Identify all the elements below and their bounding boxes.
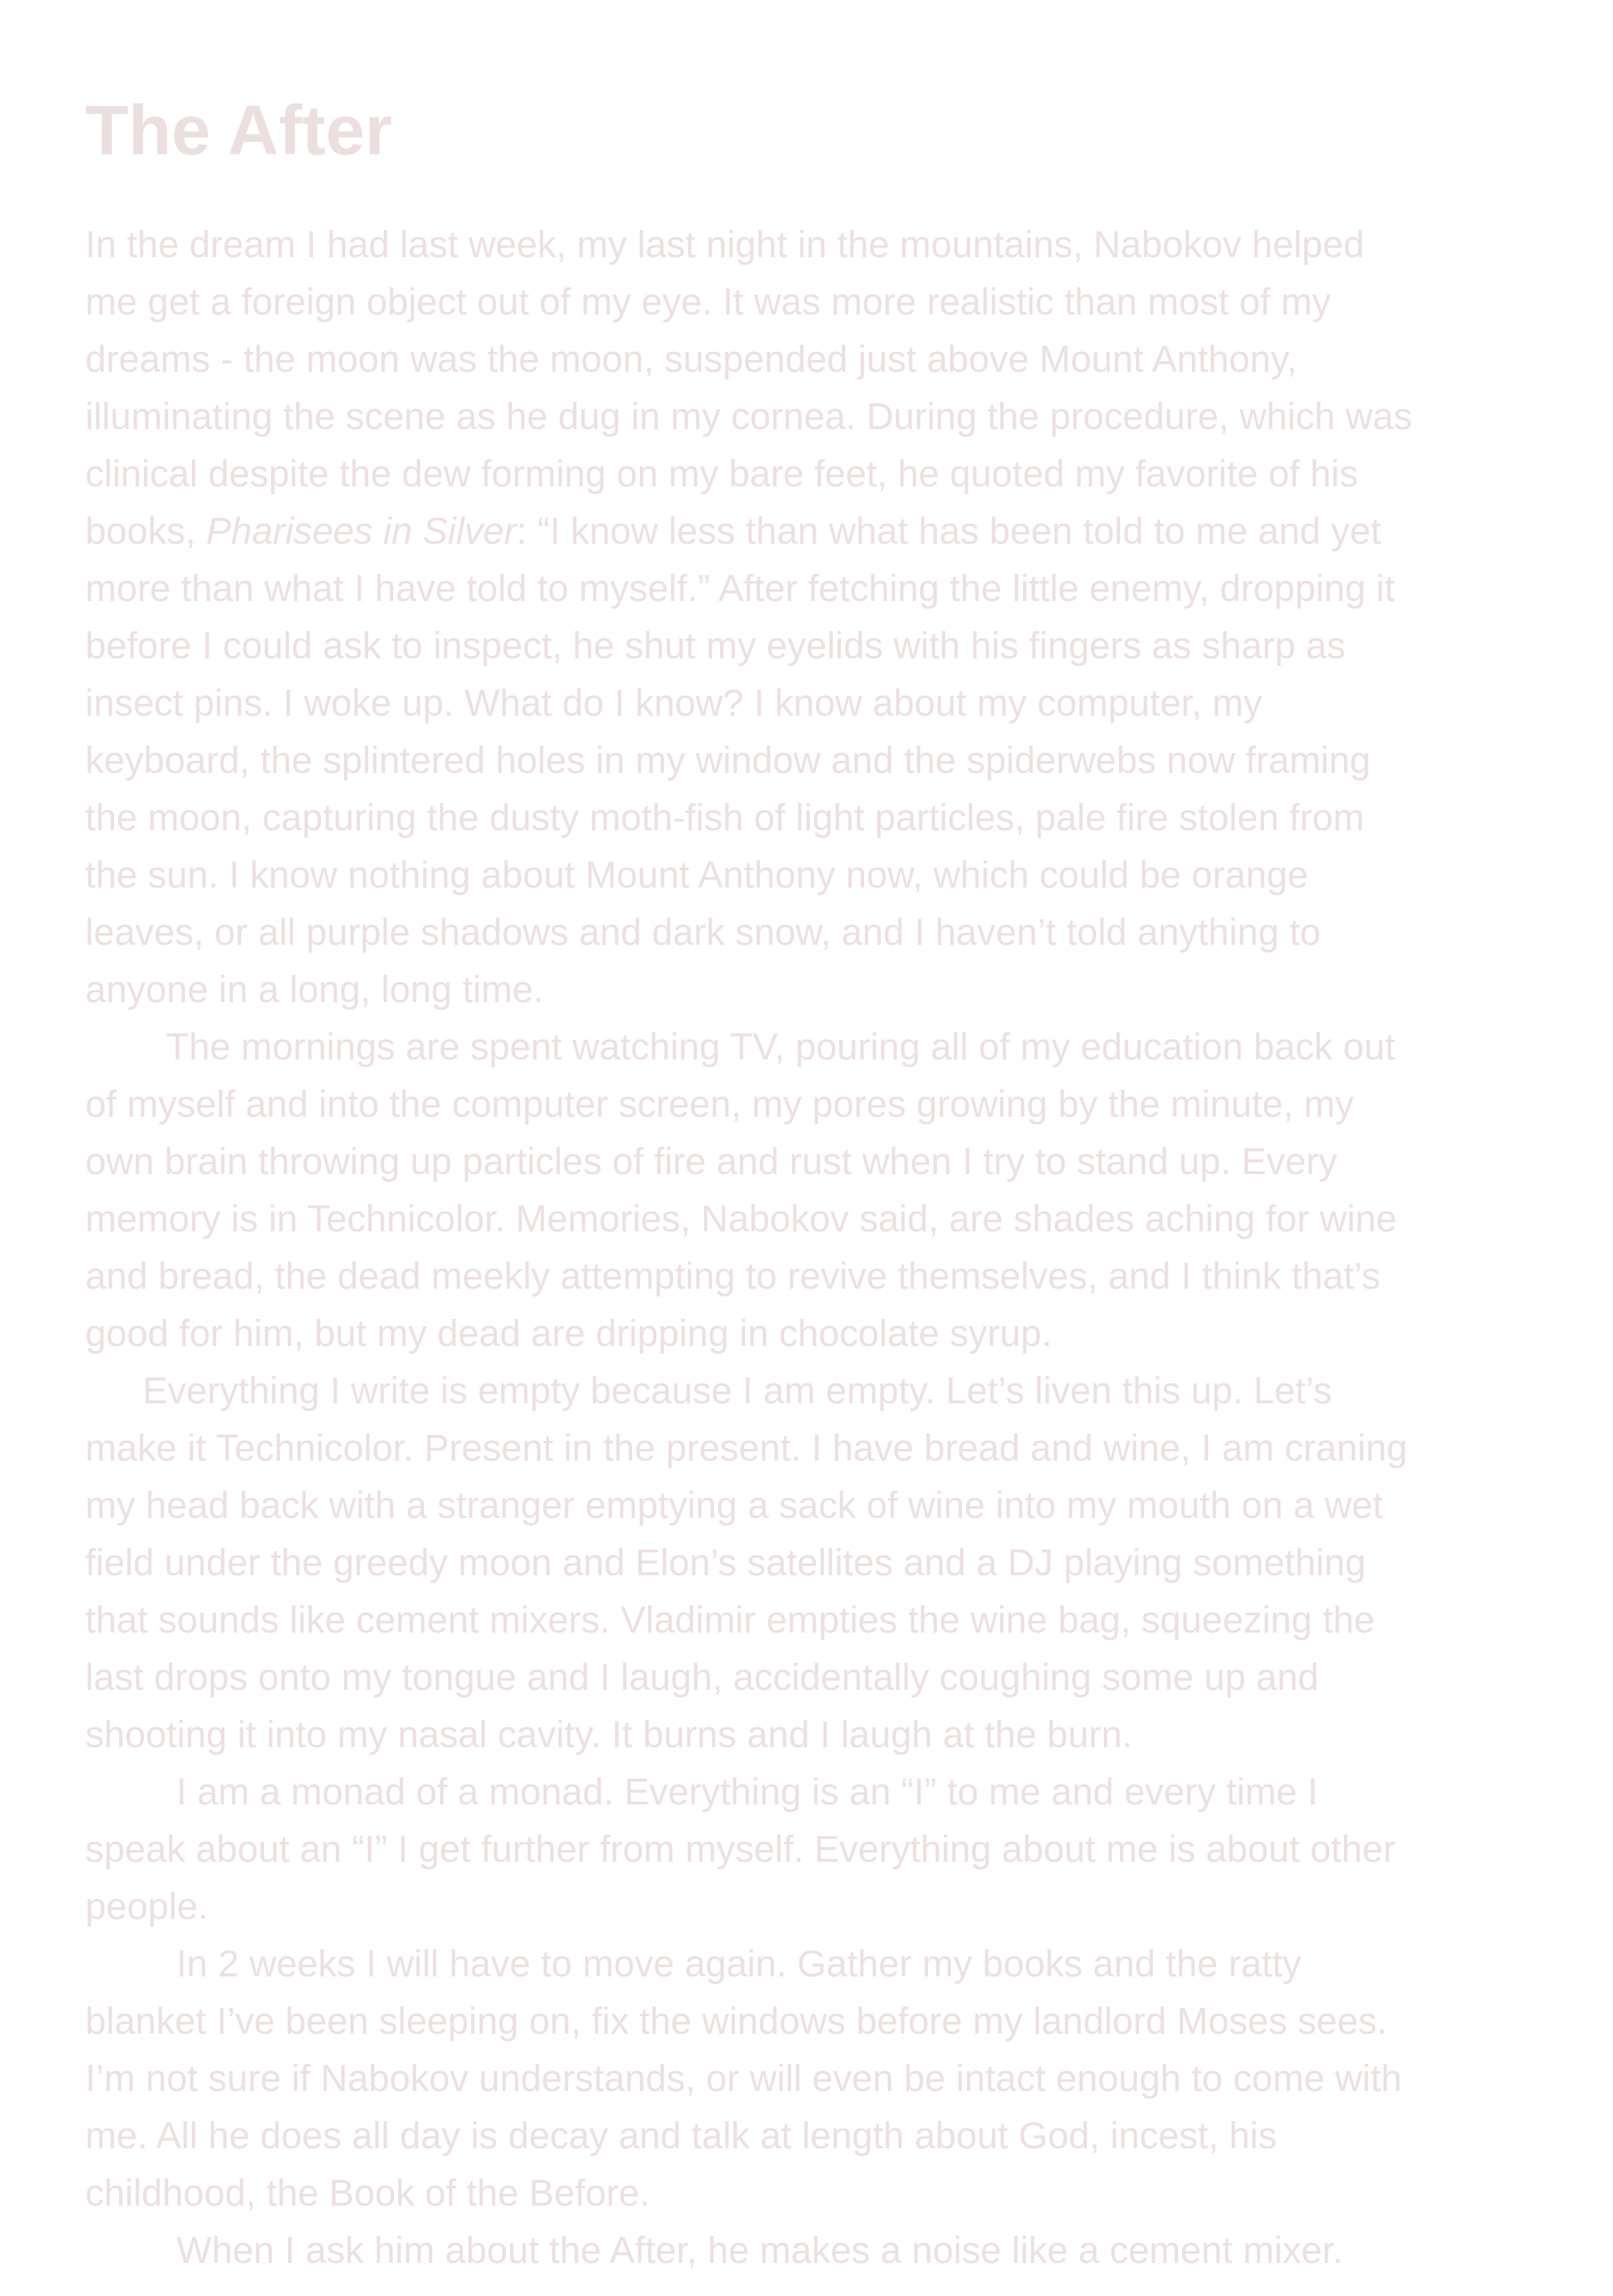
text-line: keyboard, the splintered holes in my window and the spiderwebs now framing bbox=[85, 739, 1371, 781]
text-line: I’m not sure if Nabokov understands, or will even be intact enough to come with bbox=[85, 2057, 1402, 2099]
text-span: books, bbox=[85, 510, 206, 552]
text-line: In the dream I had last week, my last night in the mountains, Nabokov helped bbox=[85, 223, 1365, 265]
text-line: good for him, but my dead are dripping in chocolate syrup. bbox=[85, 1312, 1052, 1354]
text-line: anyone in a long, long time. bbox=[85, 968, 544, 1010]
text-line: insect pins. I woke up. What do I know? I know about my computer, my bbox=[85, 682, 1262, 724]
text-line: illuminating the scene as he dug in my cornea. During the procedure, which was bbox=[85, 395, 1412, 437]
text-span: : “I know less than what has been told to me and yet bbox=[516, 510, 1382, 552]
text-line: and bread, the dead meekly attempting to revive themselves, and I think that’s bbox=[85, 1255, 1381, 1297]
text-line: before I could ask to inspect, he shut my eyelids with his fingers as sharp as bbox=[85, 625, 1346, 666]
text-line: last drops onto my tongue and I laugh, accidentally coughing some up and bbox=[85, 1656, 1319, 1698]
text-line: the moon, capturing the dusty moth-fish of light particles, pale fire stolen from bbox=[85, 796, 1365, 838]
text-line: me. All he does all day is decay and talk at length about God, incest, his bbox=[85, 2115, 1277, 2156]
text-line: Everything I write is empty because I am empty. Let’s liven this up. Let’s bbox=[143, 1370, 1332, 1411]
text-line: leaves, or all purple shadows and dark snow, and I haven’t told anything to bbox=[85, 911, 1321, 953]
text-line: memory is in Technicolor. Memories, Nabokov said, are shades aching for wine bbox=[85, 1198, 1397, 1239]
text-line: dreams - the moon was the moon, suspended just above Mount Anthony, bbox=[85, 338, 1298, 380]
text-line: the sun. I know nothing about Mount Anthony now, which could be orange bbox=[85, 854, 1309, 896]
text-line: clinical despite the dew forming on my bare feet, he quoted my favorite of his bbox=[85, 453, 1359, 494]
text-line: childhood, the Book of the Before. bbox=[85, 2172, 650, 2214]
text-line: In 2 weeks I will have to move again. Gather my books and the ratty bbox=[176, 1943, 1301, 1984]
text-line: own brain throwing up particles of fire and rust when I try to stand up. Every bbox=[85, 1140, 1337, 1182]
text-line: make it Technicolor. Present in the present. I have bread and wine, I am craning bbox=[85, 1427, 1408, 1469]
document-title: The After bbox=[85, 91, 392, 170]
text-line bbox=[85, 509, 1381, 553]
text-line: my head back with a stranger emptying a sack of wine into my mouth on a wet bbox=[85, 1484, 1384, 1526]
text-line: that sounds like cement mixers. Vladimir empties the wine bag, squeezing the bbox=[85, 1599, 1375, 1641]
text-line: speak about an “I” I get further from myself. Everything about me is about other bbox=[85, 1828, 1396, 1870]
text-line: When I ask him about the After, he makes a noise like a cement mixer. bbox=[176, 2229, 1343, 2271]
text-line: more than what I have told to myself.” After fetching the little enemy, dropping it bbox=[85, 567, 1395, 609]
text-line: people. bbox=[85, 1885, 209, 1927]
text-line: me get a foreign object out of my eye. It was more realistic than most of my bbox=[85, 281, 1332, 323]
text-line: The mornings are spent watching TV, pouring all of my education back out bbox=[166, 1026, 1395, 1068]
book-title-italic: Pharisees in Silver bbox=[206, 510, 517, 552]
text-line: shooting it into my nasal cavity. It burns and I laugh at the burn. bbox=[85, 1713, 1133, 1755]
text-line: of myself and into the computer screen, my pores growing by the minute, my bbox=[85, 1083, 1354, 1125]
text-line: I am a monad of a monad. Everything is an “I” to me and every time I bbox=[176, 1771, 1318, 1813]
text-line: blanket I’ve been sleeping on, fix the windows before my landlord Moses sees. bbox=[85, 2000, 1387, 2042]
text-line: field under the greedy moon and Elon’s satellites and a DJ playing something bbox=[85, 1541, 1366, 1583]
